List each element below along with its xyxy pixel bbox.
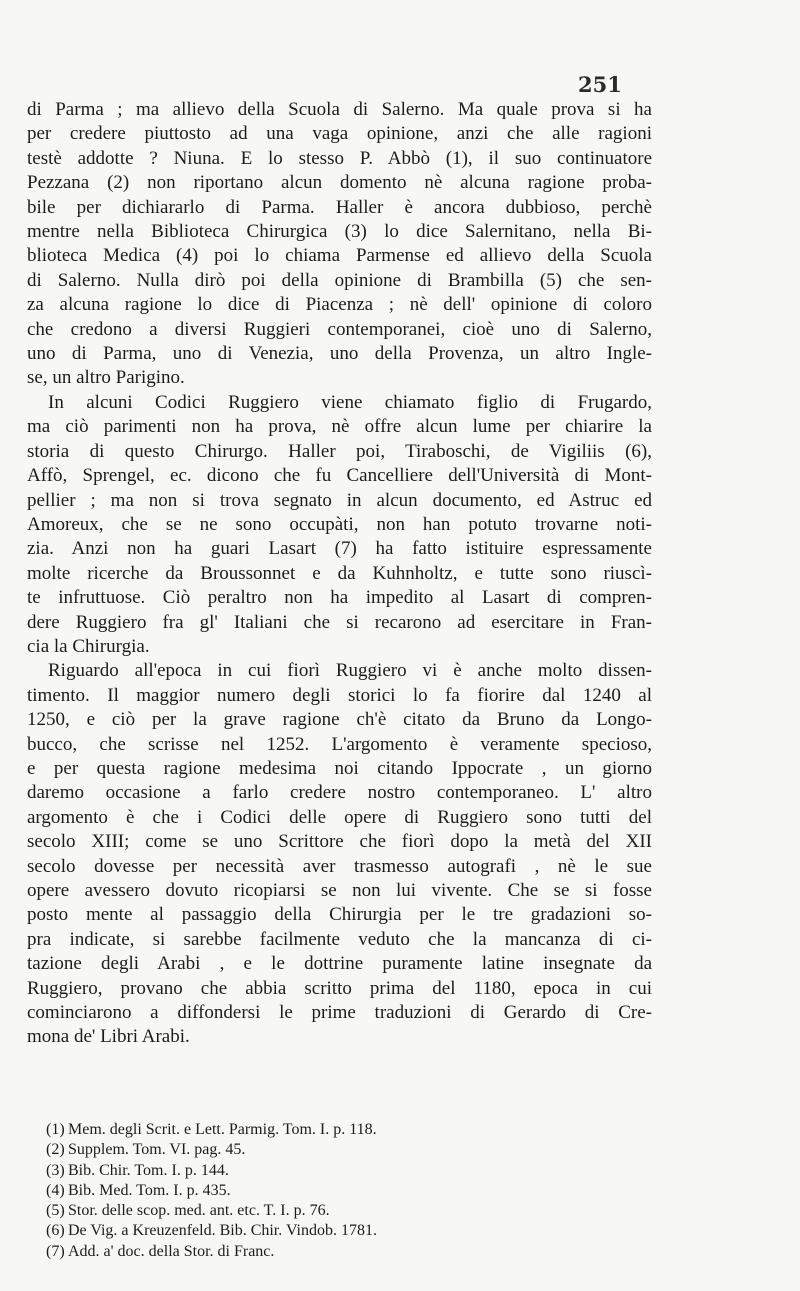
text-line: zia. Anzi non ha guari Lasart (7) ha fatto istituire espressamente — [27, 538, 652, 560]
text-line: Ruggiero, provano che abbia scritto prima del 1180, epoca in cui — [27, 977, 652, 999]
footnote — [46, 1201, 606, 1221]
footnote-text: Stor. delle scop. med. ant. etc. T. I. p. 76. — [68, 1202, 330, 1220]
text-line: e per questa ragione medesima noi citando Ippocrate , un giorno — [27, 757, 652, 779]
text-line: bile per dichiararlo di Parma. Haller è ancora dubbioso, perchè — [27, 196, 652, 218]
footnote-mark: (3) — [46, 1161, 65, 1179]
text-line: Affò, Sprengel, ec. dicono che fu Cancelliere dell'Università di Mont- — [27, 465, 652, 487]
footnote-text: Bib. Med. Tom. I. p. 435. — [68, 1181, 231, 1199]
footnote-mark: (6) — [46, 1222, 65, 1240]
footnote — [46, 1242, 606, 1262]
text-line: opere avessero dovuto ricopiarsi se non lui vivente. Che se si fosse — [27, 880, 652, 901]
footnote-mark: (1) — [46, 1121, 65, 1138]
text-line: argomento è che i Codici delle opere di Ruggiero sono tutti del — [27, 806, 652, 828]
footnote — [46, 1120, 606, 1140]
footnote-mark: (2) — [46, 1141, 65, 1159]
footnote-text: Bib. Chir. Tom. I. p. 144. — [68, 1161, 229, 1179]
text-line: testè addotte ? Niuna. E lo stesso P. Abbò (1), il suo continuatore — [27, 147, 652, 169]
footnote — [46, 1221, 606, 1241]
text-line: te infruttuose. Ciò peraltro non ha impedito al Lasart di compren- — [27, 587, 652, 609]
text-line: tazione degli Arabi , e le dottrine puramente latine insegnate da — [27, 953, 652, 975]
footnote-text: Mem. degli Scrit. e Lett. Parmig. Tom. I. p. 118. — [68, 1121, 377, 1138]
text-line: daremo occasione a farlo credere nostro contemporaneo. L' altro — [27, 782, 652, 804]
text-line: bucco, che scrisse nel 1252. L'argomento è veramente specioso, — [27, 733, 652, 755]
body-text — [27, 98, 652, 1050]
text-line: cominciarono a diffondersi le prime traduzioni di Gerardo di Cre- — [27, 1002, 652, 1024]
text-line: molte ricerche da Broussonnet e da Kuhnholtz, e tutte sono riuscì- — [27, 562, 652, 584]
text-line: Pezzana (2) non riportano alcun domento nè alcuna ragione proba- — [27, 172, 652, 194]
footnote-mark: (7) — [46, 1242, 65, 1260]
text-line: che credono a diversi Ruggieri contemporanei, cioè uno di Salerno, — [27, 318, 652, 340]
footnotes — [46, 1120, 606, 1262]
text-line: secolo XIII; come se uno Scrittore che fiorì dopo la metà del XII — [27, 831, 652, 853]
text-line: Riguardo all'epoca in cui fiorì Ruggiero vi è anche molto dissen- — [48, 660, 652, 682]
text-line: za alcuna ragione lo dice di Piacenza ; nè dell' opinione di coloro — [27, 294, 652, 316]
text-line: timento. Il maggior numero degli storici lo fa fiorire dal 1240 al — [27, 684, 652, 706]
footnote — [46, 1181, 606, 1201]
footnote-text: Supplem. Tom. VI. pag. 45. — [68, 1141, 246, 1159]
text-line: dere Ruggiero fra gl' Italiani che si recarono ad esercitare in Fran- — [27, 611, 652, 633]
text-line: posto mente al passaggio della Chirurgia per le tre gradazioni so- — [27, 904, 652, 926]
text-line: blioteca Medica (4) poi lo chiama Parmense ed allievo della Scuola — [27, 245, 652, 267]
text-line: storia di questo Chirurgo. Haller poi, Tiraboschi, de Vigiliis (6), — [27, 440, 652, 462]
text-line: per credere piuttosto ad una vaga opinione, anzi che alle ragioni — [27, 123, 652, 145]
text-line: In alcuni Codici Ruggiero viene chiamato figlio di Frugardo, — [48, 391, 652, 413]
text-line: ma ciò parimenti non ha prova, nè offre alcun lume per chiarire la — [27, 416, 652, 438]
text-line: di Parma ; ma allievo della Scuola di Salerno. Ma quale prova si ha — [27, 99, 652, 120]
footnote-text: Add. a' doc. della Stor. di Franc. — [68, 1242, 275, 1260]
text-line: se, un altro Parigino. — [27, 367, 185, 389]
footnote-mark: (4) — [46, 1181, 65, 1199]
text-line: mona de' Libri Arabi. — [27, 1026, 190, 1048]
text-line: mentre nella Biblioteca Chirurgica (3) lo dice Salernitano, nella Bi- — [27, 221, 652, 243]
text-line: 1250, e ciò per la grave ragione ch'è citato da Bruno da Longo- — [27, 709, 652, 731]
footnote-text: De Vig. a Kreuzenfeld. Bib. Chir. Vindob. 1781. — [68, 1222, 377, 1240]
text-line: secolo dovesse per necessità aver trasmesso autografi , nè le sue — [27, 855, 652, 877]
text-line: di Salerno. Nulla dirò poi della opinione di Brambilla (5) che sen- — [27, 269, 652, 291]
text-line: pra indicate, si sarebbe facilmente veduto che la mancanza di ci- — [27, 928, 652, 950]
text-line: Amoreux, che se ne sono occupàti, non han potuto trovarne noti- — [27, 513, 652, 535]
footnote — [46, 1161, 606, 1181]
text-line: pellier ; ma non si trova segnato in alcun documento, ed Astruc ed — [27, 489, 652, 511]
footnote-mark: (5) — [46, 1202, 65, 1220]
text-line: cia la Chirurgia. — [27, 635, 150, 657]
text-line: uno di Parma, uno di Venezia, uno della Provenza, un altro Ingle- — [27, 343, 652, 365]
footnote — [46, 1140, 606, 1160]
page-number: 251 — [578, 72, 622, 97]
